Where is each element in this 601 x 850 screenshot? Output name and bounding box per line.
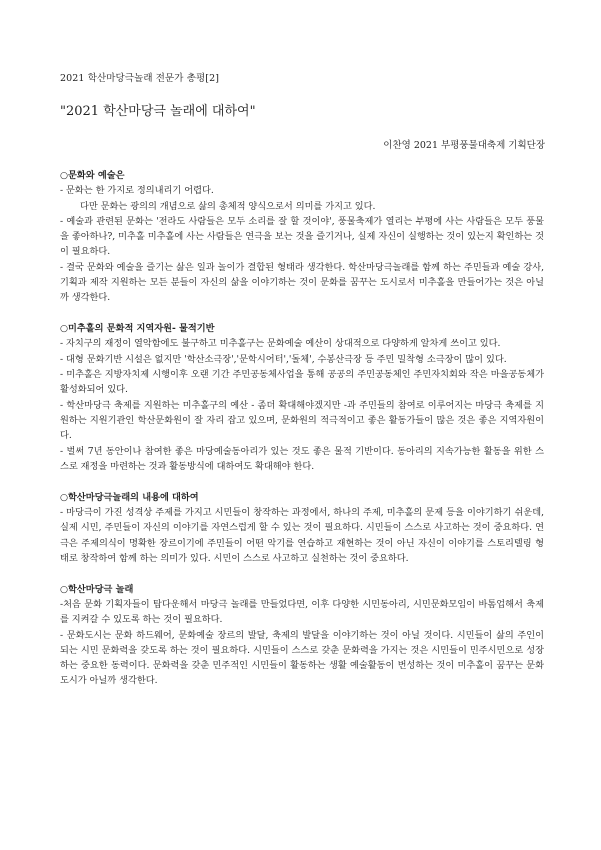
section-regional-resources (60, 321, 544, 474)
section-festival-content (60, 490, 544, 566)
paragraph: - 벌써 7년 동안이나 참여한 좋은 마당예술동아리가 있는 것도 좋은 물적 기반이다. 동아리의 지속가능한 활동을 위한 스스로 재정을 마련하는 것과 활동방식에 대하여도 확대해야 한다. (60, 445, 544, 472)
paragraph: 다만 문화는 광의의 개념으로 삶의 총체적 양식으로서 의미를 가지고 있다. (80, 200, 376, 212)
paragraph: - 결국 문화와 예술을 즐기는 삶은 일과 놀이가 결합된 형태라 생각한다. 학산마당극놀래를 함께 하는 주민들과 예술 강사, 기획과 제작 지원하는 모든 분들이 자신의 삶을 이야기하는 것이 문화를 꿈꾸는 도시로서 미추홀을 만들어가는 것은 아닐까 생각한다. (60, 261, 544, 304)
author-line: 이찬영 2021 부평풍물대축제 기획단장 (383, 140, 545, 151)
paragraph: - 학산마당극 축제를 지원하는 미추홀구의 예산 - 좀더 확대해야겠지만 -과 주민들의 참여로 이루어지는 마당극 축제를 지원하는 지원기관인 학산문화원이 잘 자리 잡고 있으며, 문화원의 적극적이고 좋은 활동가들이 많은 것은 좋은 지역자원이다. (60, 399, 544, 442)
section-title: ○학산마당극놀래의 내용에 대하여 (60, 491, 199, 503)
paragraph: - 대형 문화기반 시설은 없지만 '학산소극장','문학시어터','돌체', 수봉산극장 등 주민 밀착형 소극장이 많이 있다. (60, 353, 507, 365)
section-culture-and-art (60, 168, 544, 306)
section-title: ○학산마당극 놀래 (60, 583, 134, 595)
paragraph: - 문화는 한 가지로 정의내리기 어렵다. (60, 185, 214, 197)
document-title: "2021 학산마당극 놀래에 대하여" (60, 104, 256, 119)
document-body (60, 168, 544, 704)
section-haksan-madang (60, 582, 544, 689)
paragraph: - 문화도시는 문화 하드웨어, 문화예술 장르의 발달, 축제의 발달을 이야기하는 것이 아닐 것이다. 시민들이 삶의 주인이 되는 시민 문화력을 갖도록 하는 것이 필요하다. 시민들이 스스로 갖춘 문화력을 가지는 것은 시민들이 민주시민으로 성장하는 중요한 동력이다. 문화력을 갖춘 민주적인 시민들이 활동하는 생활 예술활동이 번성하는 것이 미추홀이 꿈꾸는 문화도시가 아닐까 생각한다. (60, 629, 544, 687)
paragraph: - 미추홀은 지방자치제 시행이후 오랜 기간 주민공동체사업을 통해 공공의 주민공동체인 주민자치회와 작은 마을공동체가 활성화되어 있다. (60, 369, 544, 396)
paragraph: - 예술과 관련된 문화는 '전라도 사람들은 모두 소리를 잘 할 것이야', 풍물축제가 열리는 부평에 사는 사람들은 모두 풍물을 좋아하나?, 미추홀 미추홀에 사는 사람들은 연극을 보는 것을 즐기거나, 실제 자신이 실행하는 것이 있는지 확인하는 것이 필요하다. (60, 215, 544, 258)
paragraph: - 자치구의 재정이 열악함에도 불구하고 미추홀구는 문화예술 예산이 상대적으로 다양하게 알차게 쓰이고 있다. (60, 338, 501, 350)
section-title: ○미추홀의 문화적 지역자원- 물적기반 (60, 323, 215, 335)
section-title: ○문화와 예술은 (60, 170, 125, 181)
paragraph: -처음 문화 기획자들이 탑다운해서 마당극 놀래를 만들었다면, 이후 다양한 시민동아리, 시민문화모임이 바톰업해서 축제를 지켜갈 수 있도록 하는 것이 필요하다. (60, 598, 544, 626)
paragraph: - 마당극이 가진 성격상 주제를 가지고 시민들이 창작하는 과정에서, 하나의 주제, 미추홀의 문제 등을 이야기하기 쉬운데, 실제 시민, 주민들이 자신의 이야기를 자연스럽게 할 수 있는 것이 필요하다. 시민들이 스스로 사고하는 것이 중요하다. 연극은 주제의식이 명확한 장르이기에 주민들이 어떤 악기를 연습하고 재현하는 것이 아닌 자신이 이야기를 스토리텔링 형태로 창작하여 함께 하는 의미가 있다. 시민이 스스로 사고하고 실천하는 것이 중요하다. (60, 506, 544, 564)
document-header: 2021 학산마당극놀래 전문가 총평[2] (60, 73, 220, 84)
